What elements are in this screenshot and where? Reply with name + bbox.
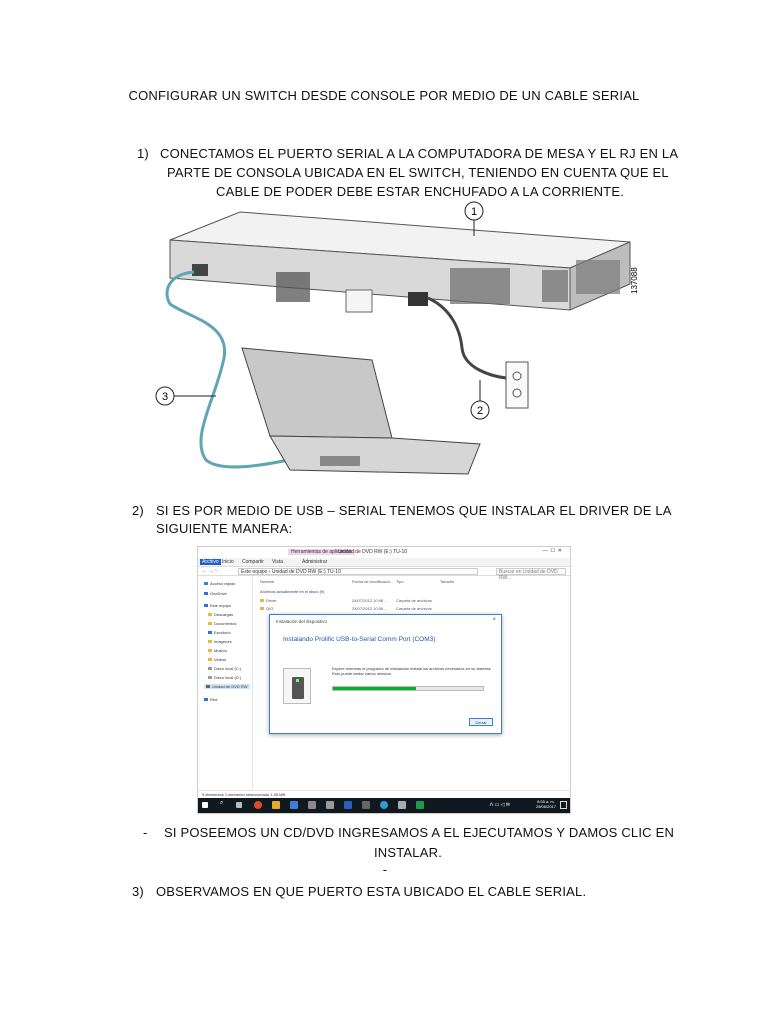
dialog-message: Espere mientras el programa de instalación instala los archivos necesarios en su sistema. Esto puede tardar varios minutos. bbox=[332, 666, 492, 676]
search-icon[interactable]: ⌕ bbox=[220, 800, 224, 806]
nav-music[interactable]: Música bbox=[208, 648, 227, 653]
notifications-icon[interactable] bbox=[560, 801, 567, 809]
ribbon bbox=[198, 558, 570, 567]
step1-number: 1) bbox=[137, 146, 149, 161]
bullet-line2: INSTALAR. bbox=[373, 845, 443, 860]
power-inlet bbox=[408, 292, 428, 306]
laptop-serial-port bbox=[320, 456, 360, 466]
app-icon[interactable] bbox=[326, 801, 334, 809]
install-progress-bar bbox=[332, 686, 484, 691]
step1-line2: PARTE DE CONSOLA UBICADA EN EL SWITCH, TENIENDO EN CUENTA QUE EL bbox=[167, 165, 669, 180]
task-view-icon[interactable] bbox=[236, 802, 242, 808]
app-icon[interactable] bbox=[362, 801, 370, 809]
star-icon bbox=[204, 582, 208, 585]
figure-id: 137088 bbox=[630, 267, 639, 294]
step1-line1: CONECTAMOS EL PUERTO SERIAL A LA COMPUTADORA DE MESA Y EL RJ EN LA bbox=[160, 146, 679, 161]
folder-icon bbox=[260, 607, 264, 610]
window-title: Unidad de DVD RW (E:) TU-10 bbox=[338, 549, 408, 555]
edge-icon[interactable] bbox=[290, 801, 298, 809]
drive-icon bbox=[208, 667, 212, 670]
windows-start-icon[interactable] bbox=[202, 802, 208, 808]
drive-icon bbox=[208, 676, 212, 679]
folder-icon bbox=[208, 622, 212, 625]
nav-drive-d[interactable]: Disco local (D:) bbox=[208, 675, 241, 680]
table-row[interactable]: QIG 24/07/2012 10:55 ... Carpeta de archivos bbox=[260, 606, 564, 612]
step2-number: 2) bbox=[132, 503, 144, 518]
computer-icon bbox=[204, 604, 208, 607]
file-list bbox=[254, 577, 570, 790]
app-icon[interactable] bbox=[398, 801, 406, 809]
laptop-base bbox=[270, 436, 480, 474]
vent-left bbox=[276, 272, 310, 302]
music-icon bbox=[208, 649, 212, 652]
power-switch-panel bbox=[346, 290, 372, 312]
explorer-titlebar bbox=[198, 547, 570, 558]
nav-dvd-drive[interactable]: Unidad de DVD RW bbox=[204, 684, 250, 689]
step2-line1: SI ES POR MEDIO DE USB – SERIAL TENEMOS QUE INSTALAR EL DRIVER DE LA bbox=[156, 503, 672, 518]
step1-line3: CABLE DE PODER DEBE ESTAR ENCHUFADO A LA CORRIENTE. bbox=[216, 184, 625, 199]
col-date[interactable]: Fecha de modificació... bbox=[352, 579, 394, 584]
network-icon bbox=[204, 698, 208, 701]
document-title: CONFIGURAR UN SWITCH DESDE CONSOLE POR MEDIO DE UN CABLE SERIAL bbox=[128, 88, 640, 103]
cloud-icon bbox=[204, 592, 208, 595]
folder-icon bbox=[208, 640, 212, 643]
search-field[interactable]: Buscar en Unidad de DVD RW... bbox=[496, 568, 566, 575]
video-icon bbox=[208, 658, 212, 661]
status-text: 9 elementos 1 elemento seleccionado 1,55 MB bbox=[202, 792, 286, 797]
nav-desktop[interactable]: Escritorio bbox=[208, 630, 231, 635]
col-size[interactable]: Tamaño bbox=[440, 579, 455, 584]
navigation-pane bbox=[198, 577, 253, 790]
folder-icon bbox=[208, 613, 212, 616]
nav-documents[interactable]: Documentos bbox=[208, 621, 236, 626]
install-progress-fill bbox=[333, 687, 416, 690]
chrome-icon[interactable] bbox=[254, 801, 262, 809]
nav-downloads[interactable]: Descargas bbox=[208, 612, 233, 617]
group-header[interactable]: Archivos actualmente en el disco (9) bbox=[260, 589, 325, 594]
nav-this-pc[interactable]: Este equipo bbox=[204, 603, 231, 608]
dialog-close-button[interactable]: × bbox=[492, 617, 496, 623]
ports-group-2 bbox=[542, 270, 568, 302]
step2-line2: SIGUIENTE MANERA: bbox=[156, 521, 293, 536]
dialog-header: Instalación del dispositivo bbox=[276, 619, 328, 624]
nav-arrows-icon[interactable]: ← → ↑ bbox=[202, 568, 218, 574]
ribbon-tab-file[interactable]: Archivo bbox=[202, 559, 219, 565]
nav-network[interactable]: Red bbox=[204, 697, 217, 702]
window-controls[interactable]: — ☐ ✕ bbox=[542, 548, 562, 554]
wall-outlet bbox=[506, 362, 528, 408]
desktop-icon bbox=[208, 631, 212, 634]
col-type[interactable]: Tipo bbox=[396, 579, 404, 584]
installer-screenshot bbox=[197, 546, 571, 814]
disc-icon bbox=[206, 685, 210, 688]
col-name[interactable]: Nombre bbox=[260, 579, 275, 584]
device-icon bbox=[283, 668, 311, 704]
callout1-label: 1 bbox=[470, 206, 478, 218]
app-icon[interactable] bbox=[380, 801, 388, 809]
app-tools-tab[interactable]: Herramientas de aplicación bbox=[288, 549, 355, 555]
dialog-cancel-button[interactable]: Cerrar bbox=[469, 718, 493, 726]
device-install-dialog bbox=[269, 614, 502, 734]
step3-text: OBSERVAMOS EN QUE PUERTO ESTA UBICADO EL CABLE SERIAL. bbox=[156, 884, 587, 899]
switch-laptop-diagram bbox=[150, 198, 645, 490]
file-explorer-icon[interactable] bbox=[272, 801, 280, 809]
word-icon[interactable] bbox=[344, 801, 352, 809]
nav-quick-access[interactable]: Acceso rápido bbox=[204, 581, 235, 586]
folder-icon bbox=[260, 599, 264, 602]
ports-group-1 bbox=[450, 268, 510, 304]
laptop-screen-back bbox=[242, 348, 392, 438]
ports-group-3 bbox=[576, 260, 620, 294]
dialog-title: Instalando Prolific USB-to-Serial Comm Port (COM3) bbox=[283, 636, 436, 643]
app-icon[interactable] bbox=[308, 801, 316, 809]
power-cable bbox=[428, 298, 506, 378]
taskbar bbox=[198, 798, 570, 813]
address-field[interactable]: Este equipo › Unidad de DVD RW (E:) TU-10 bbox=[238, 568, 478, 575]
status-bar bbox=[198, 790, 570, 798]
nav-videos[interactable]: Videos bbox=[208, 657, 226, 662]
nav-pictures[interactable]: Imágenes bbox=[208, 639, 232, 644]
app-icon[interactable] bbox=[416, 801, 424, 809]
bullet-dash: - bbox=[382, 862, 388, 877]
nav-drive-c[interactable]: Disco local (C:) bbox=[208, 666, 241, 671]
callout2-label: 2 bbox=[476, 405, 484, 417]
tray-clock[interactable]: 8:55 a. m. 25/08/2017 bbox=[535, 799, 556, 809]
column-headers bbox=[260, 579, 564, 585]
tray-icons[interactable]: ᐱ ▭ ◁ ✉ bbox=[489, 802, 510, 808]
ribbon-tab-manage[interactable]: Administrar bbox=[302, 559, 328, 565]
address-bar bbox=[198, 567, 570, 581]
ribbon-tab-view[interactable]: Vista bbox=[272, 559, 284, 565]
bullet-line1: SI POSEEMOS UN CD/DVD INGRESAMOS A EL EJECUTAMOS Y DAMOS CLIC EN bbox=[164, 825, 675, 840]
bullet-marker: - bbox=[143, 825, 148, 840]
ribbon-tab-share[interactable]: Compartir bbox=[242, 559, 264, 565]
console-port bbox=[192, 264, 208, 276]
step3-number: 3) bbox=[132, 884, 144, 899]
ribbon-tab-home[interactable]: Inicio bbox=[222, 559, 234, 565]
callout3-label: 3 bbox=[161, 391, 169, 403]
nav-onedrive[interactable]: OneDrive bbox=[204, 591, 227, 596]
table-row[interactable]: Driver 24/07/2012 10:58 ... Carpeta de archivos bbox=[260, 598, 564, 604]
